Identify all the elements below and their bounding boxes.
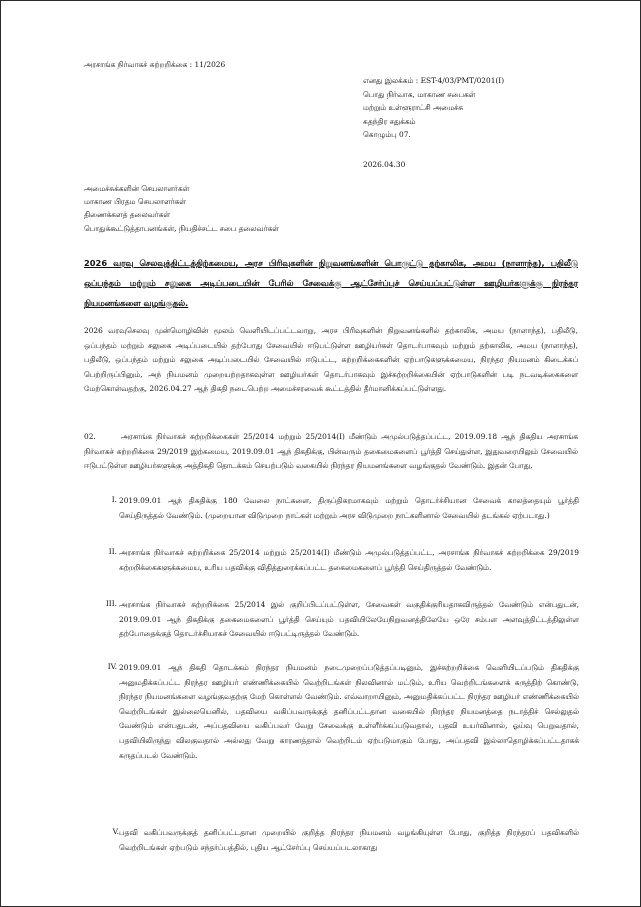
paragraph-intro: 2026 வரவுசெலவு முன்மொழிவின் மூலம் வெளியிடப்பட்டவாறு, அரச பிரிவுகளின் நிறுவனங்களில் தற்காலிக, அமய (நாளாந்த), பதிலீடு, ஒப்பந்தம் மற்றும் சலுகை அடிப்படையில் தற்போது சேவையில் ஈடுபட்டுள்ள ஊழியர்கள் தொடர்பாகவும் மற்றும் தற்காலிக, அமய (நாளாந்த), பதிலீடு, ஒப்பந்தம் மற்றும் சலுகை அடிப்படையில் சேவையில் ஈடுபட்ட, சுற்றறிக்கைகளின் ஏற்பாடுகளுக்கமைய, நிரந்தர நியமனம் கிடைக்கப் பெற்றிருப்பினும், அந் நியமனம் முறையற்றதாகவுள்ள ஊழியர்கள் தொடர்பாகவும் இச்சுற்றறிக்கையின் ஏற்பாடுகளின் படி நடவடிக்கைகளை மேற்கொள்வதற்கு, 2026.04.27 ஆந் திகதி நடைபெற்ற அமைச்சரவைக் கூட்டத்தில் தீர்மானிக்கப்பட்டுள்ளது. (84, 326, 578, 394)
paragraph-02: 02. அரசாங்க நிர்வாகச் சுற்றறிக்கைகள் 25/2014 மற்றும் 25/2014(I) மீண்டும் அமுல்படுத்தப்பட்ட, 2019.09.18 ஆந் திகதிய அரசாங்க நிர்வாகச் சுற்றறிக்கை 29/2019 இற்கமைய, 2019.09.01 ஆந் திகதிக்கு, பின்வரும் தகைமைகளைப் பூர்த்தி செய்துள்ள, இதுவரையிலும் சேவையில் ஈடுபட்டுள்ள ஊழியர்களுக்கு அத்திகதி தொடக்கம் செயற்படும் வகையில் நிரந்தர நியமனங்களை வழங்குதல் வேண்டும். இதன் போது, (84, 432, 578, 471)
office-line: கொழும்பு 07. (363, 130, 411, 140)
reference-number: எனது இலக்கம் : EST-4/03/PMT/0201(I) (363, 76, 505, 85)
condition-text: 2019.09.01 ஆந் திகதி தொடக்கம் நிரந்தர நியமனம் நடைமுறைப்படுத்தப்படினும், இச்சுற்றறிக்கை வெளியிடப்படும் திகதிக்கு அனுமதிக்கப்பட்ட நிரந்தர ஊழியர் எண்ணிக்கையில் வெற்றிடங்கள் நிலவினால் மட்டும், உரிய வெற்றிடங்களைக் கருத்திற் கொண்டு, நிரந்தர நியமனங்களை வழங்குவதற்கு மேற் கொள்ளல் வேண்டும். எவ்வாறாயினும், அனுமதிக்கப்பட்ட நிரந்தர ஊழியர் எண்ணிக்கையில் வெற்றிடங்கள் இல்லையெனில், பதவியை வகிப்பவருக்குத் தனிப்பட்டதான வகையில் நிரந்தர நியமனத்தை நடாத்திச் செல்லுதல் வேண்டும் என்பதுடன், அப்பதவியை வகிப்பவர் வேறு சேவைக்கு உள்ளீர்க்கப்படுவதால், பதவி உயர்வினால், ஓய்வு பெறுவதால், பதவியிலிருந்து விலகுவதால் அல்லது வேறு காரணத்தால் வெற்றிடம் ஏற்படுமாகும் போது, அப்பதவி இல்லாதொழிக்கப்பட்டதாகக் கருதப்படல் வேண்டும். (119, 663, 579, 760)
condition-text: அரசாங்க நிர்வாகச் சுற்றறிக்கை 25/2014 இல் குறிப்பிடப்பட்டுள்ள, சேவைகள் வகுதிக்குரியதாகவிருத்தல் வேண்டும் என்பதுடன், 2019.09.01 ஆந் திகதிக்கு தகைமைகளைப் பூர்த்தி செய்யும் பதவியிலேயேநிறுவனத்திலேயே ஒரே சம்பள அளவுத்திட்டத்திலுள்ள தற்போதைக்குத் தொடர்ச்சியாகச் சேவையில் ஈடுபட்டிருத்தல் வேண்டும். (119, 600, 579, 639)
issue-date: 2026.04.30 (363, 160, 406, 169)
condition-text: பதவி வகிப்பவருக்குத் தனிப்பட்டதான முறையில் குறித்த நிரந்தர நியமனம் வழங்கியுள்ள போது, குறித்த நிரந்தரப் பதவிகளில் வெற்றிடங்கள் ஏற்படும் சந்தர்ப்பத்தில், புதிய ஆட்சேர்ப்பு செய்யப்படலாகாது (119, 828, 579, 852)
addressee-line: திணைக்களத் தலைவர்கள் (84, 210, 171, 220)
condition-text: அரசாங்க நிர்வாகச் சுற்றறிக்கை 25/2014 மற்றும் 25/2014(I) மீண்டும் அமுல்படுத்தப்பட்ட, அரசாங்க நிர்வாகச் சுற்றறிக்கை 29/2019 சுற்றறிக்கைகளுக்கமைய, உரிய பதவிக்கு விதித்துரைக்கப்பட்ட தகைமைகளைப் பூர்த்தி செய்திருத்தல் வேண்டும். (119, 548, 579, 572)
addressee-line: அமைச்சுக்களின் செயலாளர்கள் (84, 184, 190, 193)
office-line: மற்றும் உள்ளூராட்சி அமைச்சு (363, 103, 464, 113)
condition-number: I. (111, 495, 117, 504)
office-line: சுதந்திர சதுக்கம் (363, 116, 416, 126)
condition-number: II. (108, 547, 117, 556)
addressee-line: மாகாண பிரதம செயலாளர்கள் (84, 197, 186, 207)
condition-number: IV. (107, 662, 117, 671)
condition-text: 2019.09.01 ஆந் திகதிக்கு 180 வேலை நாட்களை, திருப்திகரமாகவும் மற்றும் தொடர்ச்சியான சேவைக் காலத்தையும் பூர்த்தி செய்திருத்தல் வேண்டும். (முறையான விடுமுறை நாட்கள் மற்றும் அரச விடுமுறை நாட்களினால் சேவையில் தடங்கல் ஏற்படாது.) (119, 496, 579, 520)
office-line: பொது நிர்வாக, மாகாண சபைகள் (363, 89, 476, 99)
subject-heading: 2026 வரவு செலவுத்திட்டத்திற்கமைய, அரச பிரிவுகளின் நிறுவனங்களின் பொருட்டு தற்காலிக, அமய (நாளாந்த), பதிலீடு ஒப்பந்தம் மற்றும் சலுகை அடிப்படையின் பேரில் சேவைக்கு ஆட்சேர்ப்புச் செய்யப்பட்டுள்ள ஊழியர்களுக்கு நிரந்தர நியமனங்களை வழங்குதல். (84, 258, 578, 308)
condition-number: V. (112, 827, 119, 836)
addressee-block (84, 182, 279, 235)
reference-block (363, 74, 504, 142)
condition-number: III. (105, 599, 117, 608)
circular-number: அரசாங்க நிர்வாகச் சுற்றறிக்கை : 11/2026 (84, 60, 226, 69)
addressee-line: பொதுக்கூட்டுத்தாபனங்கள், நியதிச்சட்ட சபை தலைவர்கள் (84, 223, 279, 233)
